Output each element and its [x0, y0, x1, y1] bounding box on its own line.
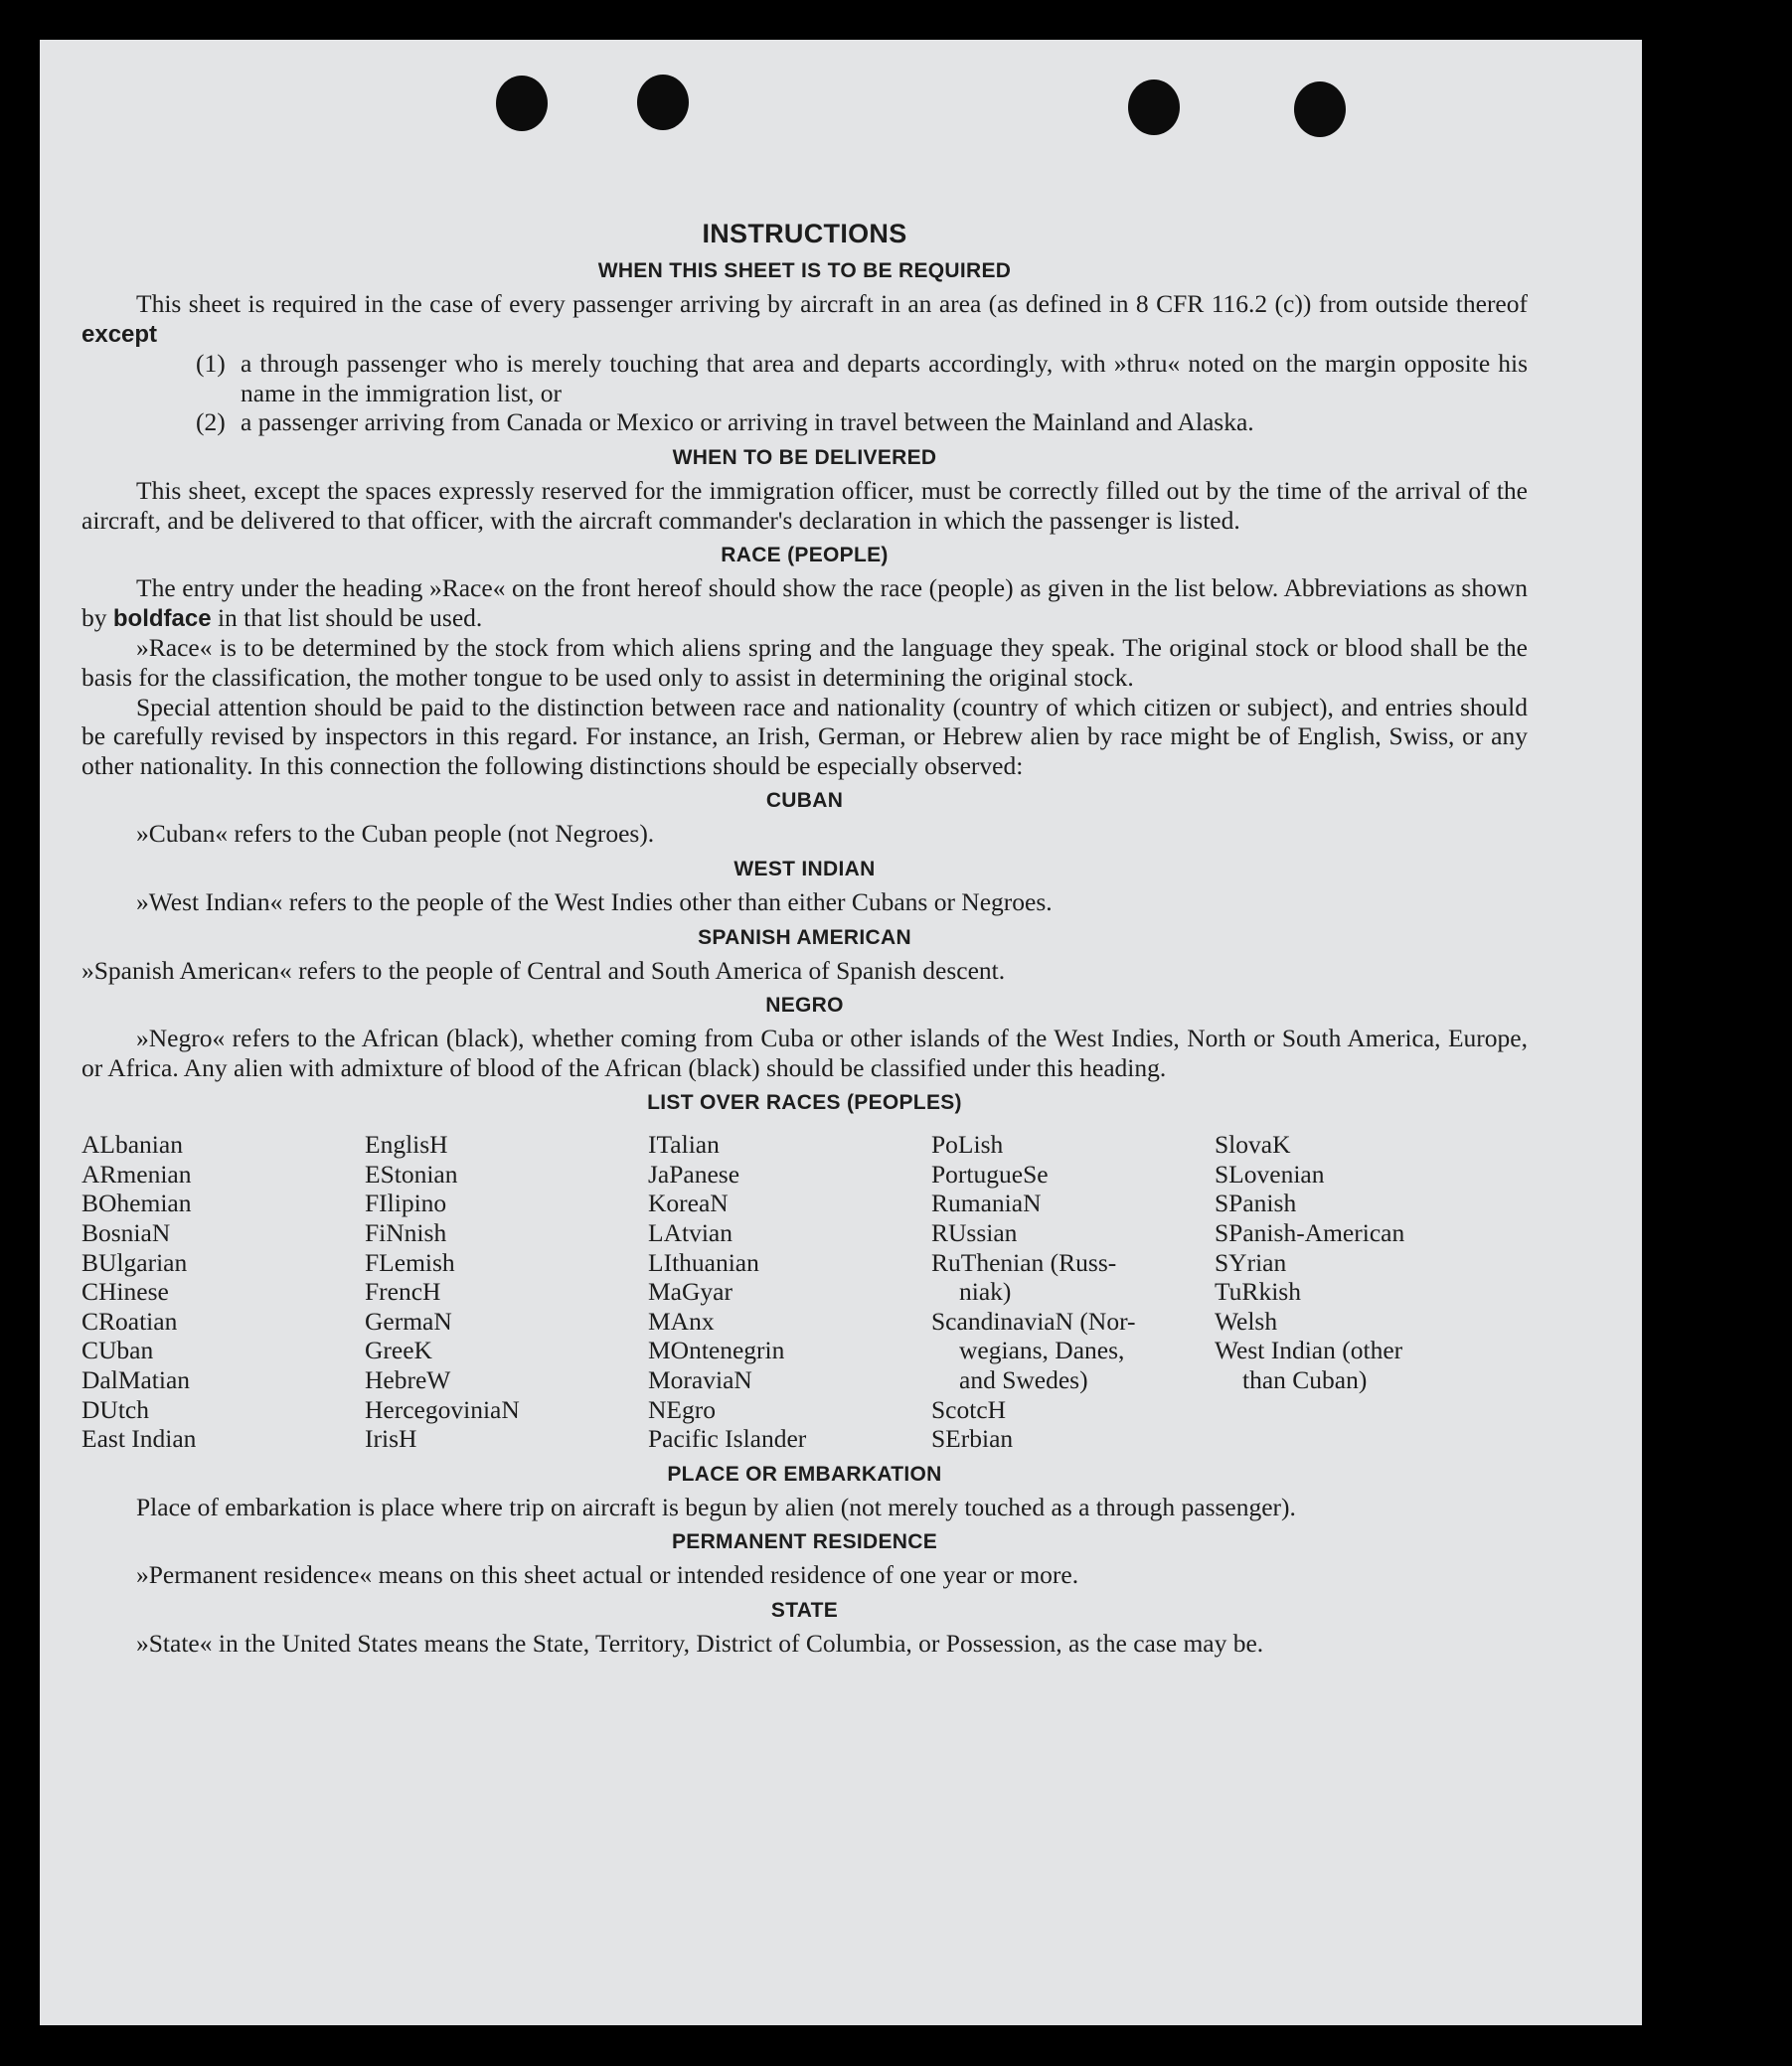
race-column: [365, 1130, 648, 1454]
race-entry: SYrian: [1215, 1247, 1287, 1277]
when-required-paragraph: [81, 289, 1528, 349]
race-column: [1215, 1130, 1498, 1454]
race-entry: RuThenian (Russ-: [931, 1247, 1117, 1277]
race-entry-continued: than Cuban): [1242, 1365, 1368, 1395]
race-entry: JaPanese: [648, 1159, 740, 1189]
race-column: [648, 1130, 931, 1454]
punch-hole: [496, 76, 548, 131]
race-entry: West Indian (other: [1215, 1336, 1403, 1365]
race-entry: SPanish-American: [1215, 1218, 1405, 1248]
race-entry: HercegoviniaN: [365, 1394, 520, 1424]
race-paragraph-3: Special attention should be paid to the distinction between race and nationality (country of which citizen or subject), and entries should be carefully revised by inspectors in this regard. For instance, an Irish, German, or Hebrew alien by race might be of English, Swiss, or any other nationality. In this connection the following distinctions should be especially observed:: [81, 692, 1528, 780]
race-entry: MOntenegrin: [648, 1336, 785, 1365]
section-heading-permanent-residence: PERMANENT RESIDENCE: [671, 1530, 938, 1554]
race-entry-continued: and Swedes): [959, 1365, 1088, 1395]
race-entry: DalMatian: [81, 1365, 191, 1395]
race-entry: CHinese: [81, 1277, 169, 1307]
race-entry: MaGyar: [648, 1277, 733, 1307]
embarkation-definition: Place of embarkation is place where trip on aircraft is begun by alien (not merely touched as a through passenger).: [136, 1492, 1296, 1521]
race-entry: DUtch: [81, 1394, 149, 1424]
race-entry: FrencH: [365, 1277, 441, 1307]
race-entry: RumaniaN: [931, 1189, 1042, 1218]
race-entry: BosniaN: [81, 1218, 171, 1248]
state-definition: »State« in the United States means the State, Territory, District of Columbia, or Possession, as the case may be.: [136, 1629, 1264, 1658]
section-heading-state: STATE: [770, 1599, 839, 1622]
race-entry: HebreW: [365, 1365, 451, 1395]
cuban-definition: »Cuban« refers to the Cuban people (not Negroes).: [136, 819, 655, 849]
race-entry: FiNnish: [365, 1218, 447, 1248]
boldface-word: boldface: [112, 604, 212, 632]
race-entry: FIlipino: [365, 1189, 447, 1218]
punch-hole: [1128, 79, 1180, 135]
race-entry: FLemish: [365, 1247, 455, 1277]
race-entry: CRoatian: [81, 1306, 178, 1336]
race-entry: SErbian: [931, 1424, 1014, 1454]
race-entry: Pacific Islander: [648, 1424, 807, 1454]
item-text: a through passenger who is merely touching that area and departs accordingly, with »thru« noted on the margin opposite his name in the immigration list, or: [241, 349, 1528, 407]
punch-hole: [1294, 81, 1346, 137]
instructions-content: [81, 177, 1528, 1659]
race-entry: MAnx: [648, 1306, 715, 1336]
race-entry: PortugueSe: [931, 1159, 1049, 1189]
when-delivered-paragraph: This sheet, except the spaces expressly reserved for the immigration officer, must be correctly filled out by the time of the arrival of the aircraft, and be delivered to that officer, with the aircraft commander's declaration in which the passenger is listed.: [81, 475, 1528, 535]
race-column: [81, 1130, 365, 1454]
page-title: INSTRUCTIONS: [702, 219, 907, 248]
race-entry: SLovenian: [1215, 1159, 1325, 1189]
race-entry: PoLish: [931, 1130, 1004, 1160]
section-heading-when-required: WHEN THIS SHEET IS TO BE REQUIRED: [597, 259, 1012, 282]
race-entry: LIthuanian: [648, 1247, 759, 1277]
race-entry: EnglisH: [365, 1130, 448, 1160]
race-entry: SlovaK: [1215, 1130, 1291, 1160]
race-entry: KoreaN: [648, 1189, 729, 1218]
race-entry: East Indian: [81, 1424, 197, 1454]
race-entry: ITalian: [648, 1130, 720, 1160]
race-entry: NEgro: [648, 1394, 716, 1424]
section-heading-west-indian: WEST INDIAN: [733, 857, 876, 880]
except-bold: except: [81, 320, 158, 348]
section-heading-spanish-american: SPANISH AMERICAN: [698, 925, 911, 949]
negro-definition: »Negro« refers to the African (black), whether coming from Cuba or other islands of the West Indies, North or South America, Europe, or Africa. Any alien with admixture of blood of the African (black) should be classified under this heading.: [81, 1024, 1528, 1082]
race-entry: EStonian: [365, 1159, 458, 1189]
race-entry-continued: wegians, Danes,: [959, 1336, 1125, 1365]
race-entry: ScandinaviaN (Nor-: [931, 1306, 1136, 1336]
section-heading-when-delivered: WHEN TO BE DELIVERED: [672, 445, 937, 469]
race-entry: BOhemian: [81, 1189, 192, 1218]
document-page: [40, 40, 1642, 2025]
race-entry: Welsh: [1215, 1306, 1278, 1336]
race-entry: MoraviaN: [648, 1365, 752, 1395]
race-entry: BUlgarian: [81, 1247, 188, 1277]
list-item: [196, 349, 1528, 407]
race-entry-continued: niak): [959, 1277, 1012, 1307]
list-item: [196, 407, 1528, 437]
race-entry: TuRkish: [1215, 1277, 1301, 1307]
race-text: in that list should be used.: [217, 602, 483, 632]
permanent-residence-definition: »Permanent residence« means on this sheet actual or intended residence of one year or more.: [136, 1560, 1079, 1590]
section-heading-race-list: LIST OVER RACES (PEOPLES): [647, 1091, 962, 1115]
section-heading-negro: NEGRO: [765, 994, 844, 1018]
race-entry: GermaN: [365, 1306, 452, 1336]
race-entry: ALbanian: [81, 1130, 183, 1160]
section-heading-embarkation: PLACE OR EMBARKATION: [667, 1462, 942, 1486]
race-entry: LAtvian: [648, 1218, 733, 1248]
item-number: (1): [196, 349, 226, 379]
section-heading-race: RACE (PEOPLE): [721, 544, 889, 567]
race-entry: ScotcH: [931, 1394, 1007, 1424]
race-entry: GreeK: [365, 1336, 432, 1365]
item-number: (2): [196, 407, 226, 437]
race-entry: ARmenian: [81, 1159, 192, 1189]
race-entry: SPanish: [1215, 1189, 1297, 1218]
item-text: a passenger arriving from Canada or Mexico or arriving in travel between the Mainland and Alaska.: [241, 407, 1254, 437]
race-paragraph-1: [81, 573, 1528, 633]
race-entry: CUban: [81, 1336, 154, 1365]
race-column: [931, 1130, 1215, 1454]
race-entry: IrisH: [365, 1424, 417, 1454]
when-required-intro: This sheet is required in the case of every passenger arriving by aircraft in an area (as defined in 8 CFR 116.2 (c)) from outside thereof: [136, 289, 1528, 318]
race-list: [81, 1130, 1528, 1454]
race-entry: RUssian: [931, 1218, 1018, 1248]
race-text: The entry under the heading »Race« on the front hereof should show the race (people) as given in the list below. Abbreviations as shown by: [81, 573, 1528, 632]
punch-hole: [637, 75, 689, 130]
spanish-american-definition: »Spanish American« refers to the people of Central and South America of Spanish descent.: [81, 955, 1006, 985]
race-paragraph-2: »Race« is to be determined by the stock from which aliens spring and the language they speak. The original stock or blood shall be the basis for the classification, the mother tongue to be used only to assist in determining the original stock.: [81, 633, 1528, 692]
west-indian-definition: »West Indian« refers to the people of the West Indies other than either Cubans or Negroes.: [136, 886, 1053, 916]
section-heading-cuban: CUBAN: [765, 789, 844, 813]
